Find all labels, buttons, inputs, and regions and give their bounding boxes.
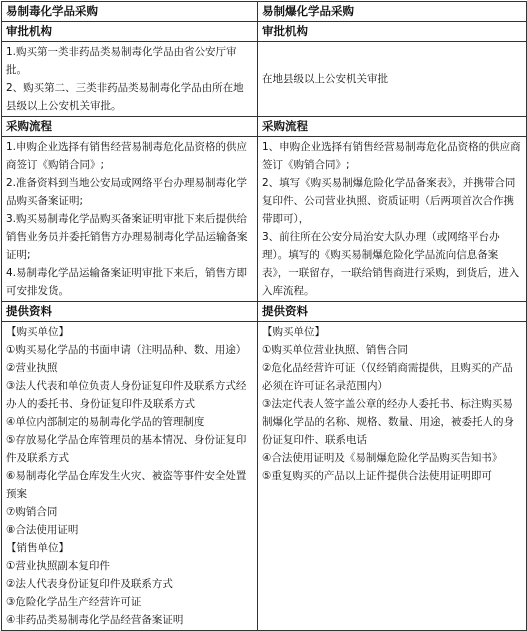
doc-item: 【购买单位】 — [6, 326, 69, 338]
process-title-right: 采购流程 — [258, 117, 527, 137]
audit-content-left — [2, 42, 258, 117]
process-content-row — [2, 137, 527, 302]
docs-content-right — [258, 322, 527, 631]
docs-title-right: 提供资料 — [258, 302, 527, 322]
process-step: 3.购买易制毒化学品购买备案证明审批下来后提供给销售业务员并委托销售方办理易制毒化学品运输备案证明; — [6, 213, 248, 261]
doc-item: ①购买易化学品的书面申请（注明品种、数、用途） — [6, 344, 247, 356]
docs-title-left: 提供资料 — [2, 302, 258, 322]
procurement-comparison-table — [1, 1, 527, 631]
doc-item: ②危化品经营许可证（仅经销商需提供，且购买的产品必须在许可证名录范围内） — [262, 362, 513, 392]
process-title-row — [2, 117, 527, 137]
table-header-row — [2, 2, 527, 22]
process-step: 2、填写《购买易制爆危险化学品备案表》，并携带合同复印件、公司营业执照、资质证明（后两项首次合作携带即可）， — [262, 177, 516, 225]
process-step: 4.易制毒化学品运输备案证明审批下来后，销售方即可安排发货。 — [6, 267, 248, 297]
audit-title-left: 审批机构 — [2, 22, 258, 42]
process-title-left: 采购流程 — [2, 117, 258, 137]
doc-item: 【销售单位】 — [6, 542, 69, 554]
process-step: 1、申购企业选择有销售经营易制毒危化品资格的供应商签订《购销合同》; — [262, 141, 521, 171]
audit-item: 1.购买第一类非药品类易制毒化学品由省公安厅审批。 — [6, 46, 237, 76]
process-content-left — [2, 137, 258, 302]
process-step: 3、前往所在公安分局治安大队办理（或网络平台办理）。填写的《购买易制爆危险化学品流向信息备案表》，一联留存，一联给销售商进行采购，到货后，进入入库流程。 — [262, 231, 520, 297]
audit-title-row — [2, 22, 527, 42]
doc-item: ⑦购销合同 — [6, 506, 58, 518]
process-content-right — [258, 137, 527, 302]
audit-title-right: 审批机构 — [258, 22, 527, 42]
header-precursor-chemicals: 易制毒化学品采购 — [2, 2, 258, 22]
doc-item: ①购买单位营业执照、销售合同 — [262, 344, 408, 356]
audit-content-row — [2, 42, 527, 117]
doc-item: ③法定代表人签字盖公章的经办人委托书、标注购买易制爆化学品的名称、规格、数量、用途，被委托人的身份证复印件、联系电话 — [262, 398, 514, 446]
docs-content-left — [2, 322, 258, 631]
doc-item: ①营业执照副本复印件 — [6, 560, 110, 572]
doc-item: ④非药品类易制毒化学品经营备案证明 — [6, 614, 184, 626]
process-step: 2.准备资料到当地公安局或网络平台办理易制毒化学品购买备案证明; — [6, 177, 248, 207]
doc-item: ④单位内部制定的易制毒化学品的管理制度 — [6, 416, 205, 428]
doc-item: ③危险化学品生产经营许可证 — [6, 596, 142, 608]
doc-item: ③法人代表和单位负责人身份证复印件及联系方式经办人的委托书、身份证复印件及联系方式 — [6, 380, 247, 410]
process-step: 1.申购企业选择有销售经营易制毒危化品资格的供应商签订《购销合同》; — [6, 141, 248, 171]
docs-content-row — [2, 322, 527, 631]
audit-content-right: 在地县级以上公安机关审批 — [258, 42, 527, 117]
header-explosive-chemicals: 易制爆化学品采购 — [258, 2, 527, 22]
doc-item: ⑥易制毒化学品仓库发生火灾、被盗等事件安全处置预案 — [6, 470, 247, 500]
doc-item: ⑧合法使用证明 — [6, 524, 79, 536]
doc-item: ⑤重复购买的产品以上证件提供合法使用证明即可 — [262, 470, 492, 482]
doc-item: 【购买单位】 — [262, 326, 325, 338]
audit-item: 2、购买第二、三类非药品类易制毒化学品由所在地县级以上公安机关审批。 — [6, 82, 244, 112]
doc-item: ②营业执照 — [6, 362, 58, 374]
document-table-wrapper — [0, 1, 527, 626]
doc-item: ④合法使用证明及《易制爆危险化学品购买告知书》 — [262, 452, 503, 464]
doc-item: ②法人代表身份证复印件及联系方式 — [6, 578, 173, 590]
docs-title-row — [2, 302, 527, 322]
doc-item: ⑤存放易化学品仓库管理员的基本情况、身份证复印件及联系方式 — [6, 434, 247, 464]
